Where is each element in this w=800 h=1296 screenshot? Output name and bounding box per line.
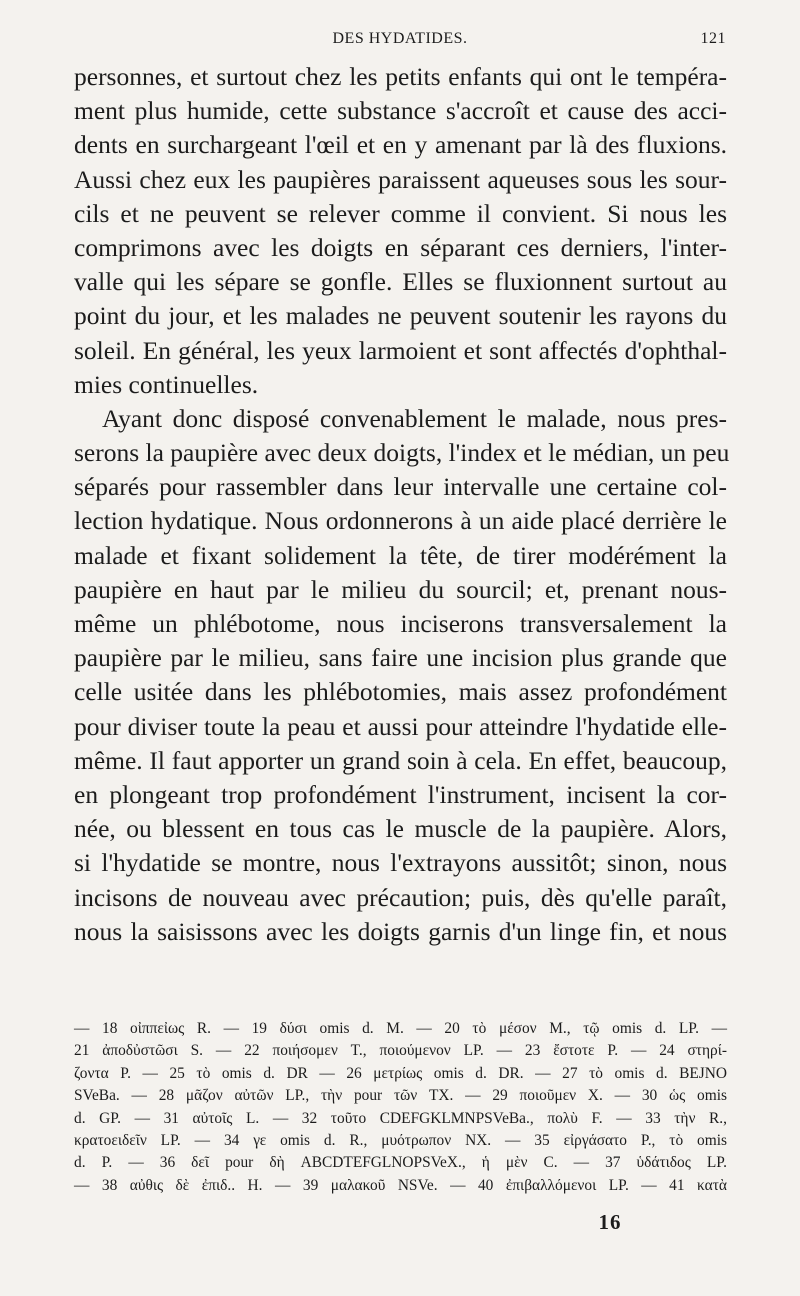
page-number: 121 bbox=[700, 30, 726, 47]
text-line: ment plus humide, cette substance s'accroît et cause des acci- bbox=[74, 96, 727, 126]
body-text bbox=[74, 60, 730, 949]
text-line: cils et ne peuvent se relever comme il convient. Si nous les bbox=[74, 198, 727, 228]
text-line: si l'hydatide se montre, nous l'extrayons aussitôt; sinon, nous bbox=[74, 848, 727, 878]
text-line: pour diviser toute la peau et aussi pour atteindre l'hydatide elle- bbox=[74, 711, 727, 741]
text-line: mies continuelles. bbox=[74, 369, 259, 399]
text-line: comprimons avec les doigts en séparant ces derniers, l'inter- bbox=[74, 232, 727, 262]
text-line: point du jour, et les malades ne peuvent soutenir les rayons du bbox=[74, 301, 727, 331]
note-line: d. GP. — 31 αὐτοῖς L. — 32 τοῦτο CDEFGKLMNPSVeBa., πολὺ F. — 33 τὴν R., bbox=[74, 1109, 727, 1127]
text-line: malade et fixant solidement la tête, de tirer modérément la bbox=[74, 540, 727, 570]
text-line: Aussi chez eux les paupières paraissent aqueuses sous les sour- bbox=[74, 164, 727, 194]
note-line: 21 ἀποδὐστῶσι S. — 22 ποιήσομεν T., ποιούμενον LP. — 23 ἔστοτε P. — 24 στηρί- bbox=[74, 1042, 727, 1060]
text-line: soleil. En général, les yeux larmoient et sont affectés d'ophthal- bbox=[74, 335, 727, 365]
text-line: en plongeant trop profondément l'instrument, incisent la cor- bbox=[74, 779, 727, 809]
note-line: ζοντα P. — 25 τὸ omis d. DR — 26 μετρίως omis d. DR. — 27 τὸ omis d. BEJNO bbox=[74, 1064, 727, 1082]
text-line: serons la paupière avec deux doigts, l'index et le médian, un peu bbox=[74, 438, 730, 468]
running-title: DES HYDATIDES. bbox=[332, 30, 468, 47]
text-line: paupière en haut par le milieu du sourcil; et, prenant nous- bbox=[74, 574, 727, 604]
text-line: dents en surchargeant l'œil et en y amenant par là des fluxions. bbox=[74, 130, 727, 160]
text-line: Ayant donc disposé convenablement le malade, nous pres- bbox=[102, 403, 727, 433]
variant-notes bbox=[74, 1018, 727, 1197]
note-line: — 18 οἰππεἰως R. — 19 δύσι omis d. M. — 20 τὸ μέσον M., τῷ omis d. LP. — bbox=[74, 1020, 727, 1037]
text-line: nous la saisissons avec les doigts garnis d'un linge fin, et nous bbox=[74, 916, 727, 946]
note-line: d. P. — 36 δεῖ pour δὴ ABCDTEFGLNOPSVeX., ἡ μὲν C. — 37 ὑδάτιδος LP. bbox=[74, 1154, 727, 1172]
note-line: SVeBa. — 28 μᾶζον αὐτῶν LP., τὴν pour τῶν TX. — 29 ποιοῦμεν X. — 30 ὡς omis bbox=[74, 1087, 727, 1105]
text-line: paupière par le milieu, sans faire une incision plus grande que bbox=[74, 643, 727, 673]
text-line: même. Il faut apporter un grand soin à cela. En effet, beaucoup, bbox=[74, 745, 727, 775]
running-head bbox=[74, 30, 726, 54]
text-line: même un phlébotome, nous inciserons transversalement la bbox=[74, 609, 727, 638]
text-line: lection hydatique. Nous ordonnerons à un aide placé derrière le bbox=[74, 506, 727, 536]
text-line: incisons de nouveau avec précaution; puis, dès qu'elle paraît, bbox=[74, 882, 727, 912]
text-line: personnes, et surtout chez les petits enfants qui ont le tempéra- bbox=[74, 62, 727, 91]
text-line: celle usitée dans les phlébotomies, mais assez profondément bbox=[74, 677, 727, 707]
text-line: valle qui les sépare se gonfle. Elles se fluxionnent surtout au bbox=[74, 267, 727, 297]
note-line: κρατοειδεῖν LP. — 34 γε omis d. R., μυότρωπον NX. — 35 εἰργάσατο P., τὸ omis bbox=[74, 1131, 727, 1149]
printer-signature: 16 bbox=[598, 1210, 622, 1234]
text-line: née, ou blessent en tous cas le muscle de la paupière. Alors, bbox=[74, 814, 727, 844]
note-line: — 38 αὐθις δὲ ἐπιδ.. H. — 39 μαλακοῦ NSVe. — 40 ἐπιβαλλόμενοι LP. — 41 κατὰ bbox=[74, 1176, 727, 1194]
text-line: séparés pour rassembler dans leur intervalle une certaine col- bbox=[74, 472, 727, 502]
